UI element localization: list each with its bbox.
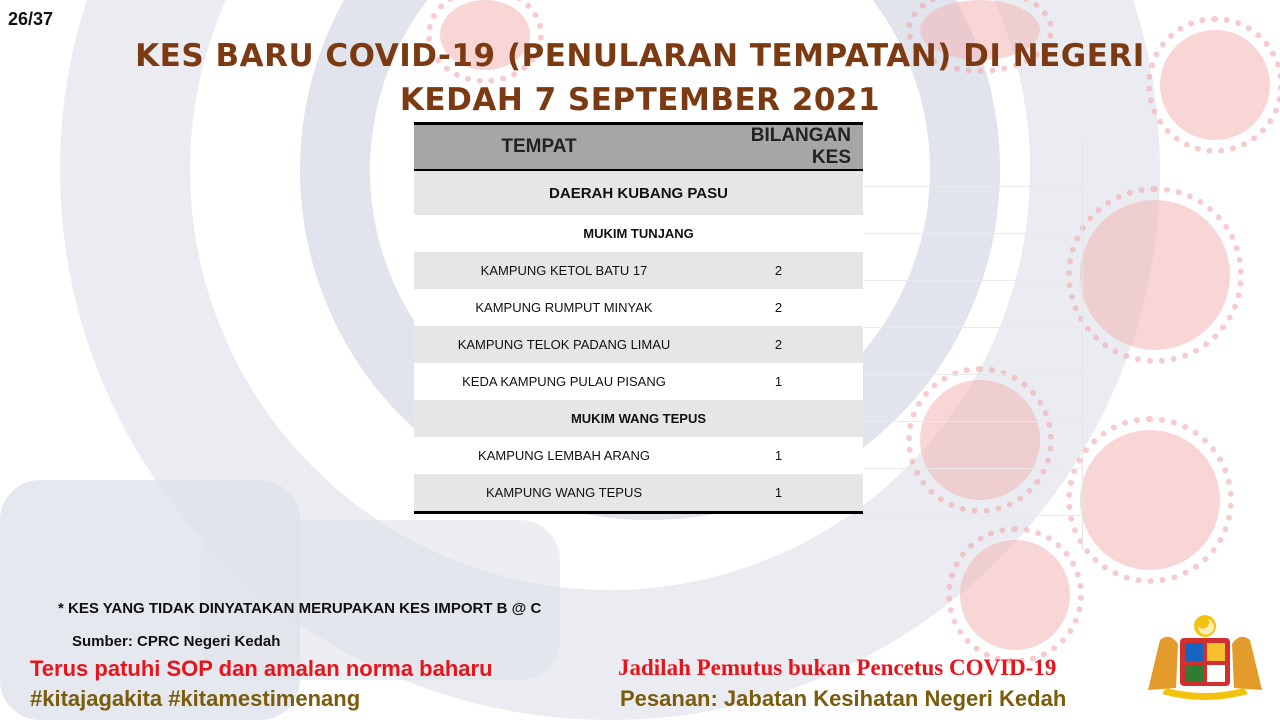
header-bilangan-kes: BILANGAN KES (714, 124, 863, 171)
count-cell: 2 (714, 289, 863, 326)
message-pemutus: Jadilah Pemutus bukan Pencetus COVID-19 (618, 655, 1057, 680)
source-text: Sumber: CPRC Negeri Kedah (72, 633, 281, 650)
slogan-hashtags: #kitajagakita #kitamestimenang (30, 686, 361, 711)
virus-icon (1080, 430, 1220, 570)
count-cell: 2 (714, 326, 863, 363)
place-cell: KEDA KAMPUNG PULAU PISANG (414, 363, 714, 400)
virus-icon (1080, 200, 1230, 350)
count-cell: 1 (714, 437, 863, 474)
daerah-name: DAERAH KUBANG PASU (414, 170, 863, 215)
mukim-name: MUKIM WANG TEPUS (414, 400, 863, 437)
title-line-1: KES BARU COVID-19 (PENULARAN TEMPATAN) DI NEGERI (135, 38, 1145, 74)
virus-icon (960, 540, 1070, 650)
place-cell: KAMPUNG RUMPUT MINYAK (414, 289, 714, 326)
cases-table (414, 122, 863, 514)
place-cell: KAMPUNG KETOL BATU 17 (414, 252, 714, 289)
page-number: 26/37 (8, 9, 54, 29)
table-row (414, 474, 863, 513)
daerah-row (414, 170, 863, 215)
count-cell: 1 (714, 363, 863, 400)
table-row (414, 289, 863, 326)
table-header-row (414, 124, 863, 171)
table-row (414, 363, 863, 400)
table-row (414, 326, 863, 363)
place-cell: KAMPUNG TELOK PADANG LIMAU (414, 326, 714, 363)
slogan-sop: Terus patuhi SOP dan amalan norma baharu (30, 656, 493, 681)
mukim-name: MUKIM TUNJANG (414, 215, 863, 252)
header-tempat: TEMPAT (414, 124, 714, 171)
mukim-row (414, 215, 863, 252)
count-cell: 2 (714, 252, 863, 289)
malaysia-coat-of-arms-icon (1140, 610, 1270, 705)
import-case-note: * KES YANG TIDAK DINYATAKAN MERUPAKAN KES IMPORT B @ C (58, 600, 542, 617)
page-title (110, 34, 1170, 122)
virus-icon (1160, 30, 1270, 140)
table-row (414, 437, 863, 474)
table-row (414, 252, 863, 289)
title-line-2: KEDAH 7 SEPTEMBER 2021 (399, 82, 881, 118)
mukim-row (414, 400, 863, 437)
place-cell: KAMPUNG LEMBAH ARANG (414, 437, 714, 474)
background-grid-lines (864, 140, 1083, 550)
count-cell: 1 (714, 474, 863, 513)
place-cell: KAMPUNG WANG TEPUS (414, 474, 714, 513)
message-jabatan: Pesanan: Jabatan Kesihatan Negeri Kedah (620, 686, 1067, 711)
